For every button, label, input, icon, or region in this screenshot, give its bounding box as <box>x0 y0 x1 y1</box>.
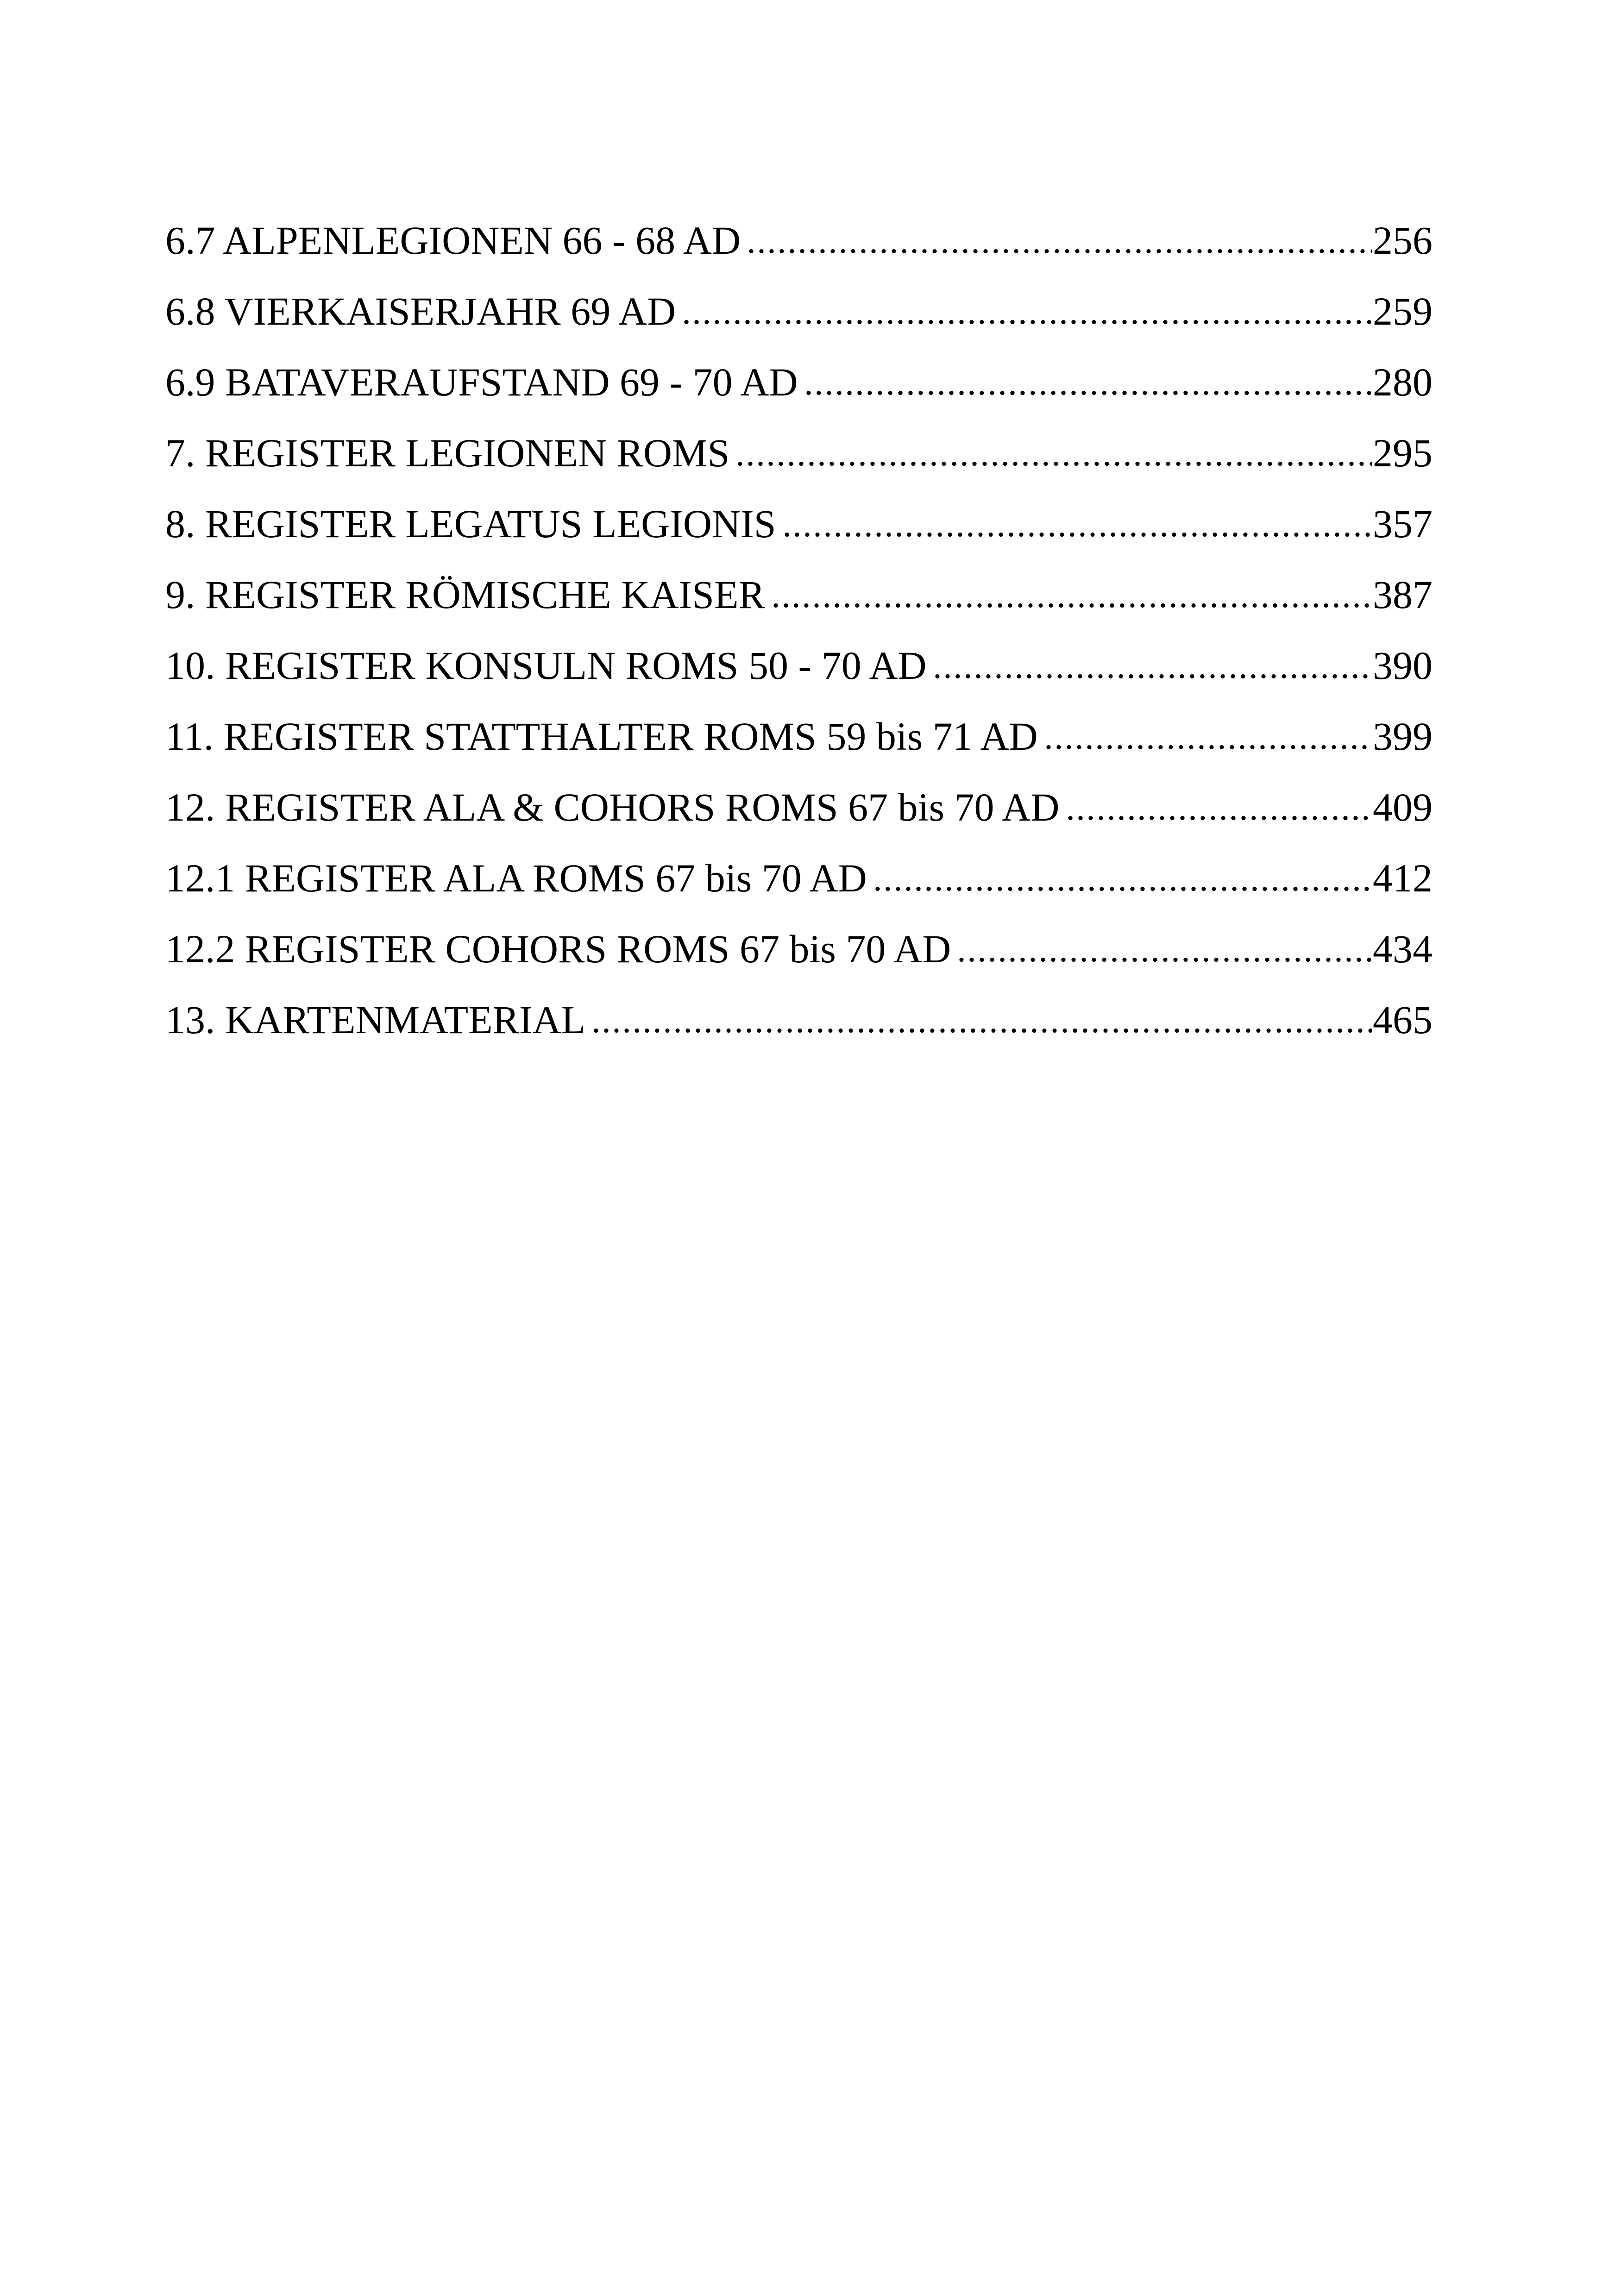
toc-entry <box>165 489 1433 559</box>
toc-entry <box>165 630 1433 701</box>
toc-entry <box>165 843 1433 914</box>
toc-leader-dots <box>591 1028 1372 1033</box>
toc-entry-title: 7. REGISTER LEGIONEN ROMS <box>165 431 730 475</box>
toc-leader-dots <box>1043 745 1372 750</box>
toc-entry-page-number: 357 <box>1373 502 1433 546</box>
toc-entry-title: 6.9 BATAVERAUFSTAND 69 - 70 AD <box>165 360 798 404</box>
toc-entry-title: 12.1 REGISTER ALA ROMS 67 bis 70 AD <box>165 856 867 900</box>
toc-entry-page-number: 399 <box>1373 714 1433 759</box>
toc-entry-title: 10. REGISTER KONSULN ROMS 50 - 70 AD <box>165 643 927 688</box>
toc-leader-dots <box>956 957 1372 962</box>
toc-entry-page-number: 280 <box>1373 360 1433 404</box>
toc-leader-dots <box>771 603 1372 608</box>
toc-leader-dots <box>873 886 1372 891</box>
toc-entry-title: 6.7 ALPENLEGIONEN 66 - 68 AD <box>165 218 741 263</box>
toc-entry-title: 6.8 VIERKAISERJAHR 69 AD <box>165 289 676 333</box>
toc-entry-title: 9. REGISTER RÖMISCHE KAISER <box>165 572 765 617</box>
toc-entry-page-number: 409 <box>1373 785 1433 829</box>
toc-entry-page-number: 465 <box>1373 997 1433 1042</box>
toc-entry <box>165 985 1433 1055</box>
toc-entry-page-number: 259 <box>1373 289 1433 333</box>
toc-leader-dots <box>746 249 1372 254</box>
toc-list <box>165 205 1433 1055</box>
toc-entry-title: 11. REGISTER STATTHALTER ROMS 59 bis 71 AD <box>165 714 1038 759</box>
toc-entry-title: 8. REGISTER LEGATUS LEGIONIS <box>165 502 776 546</box>
toc-entry-title: 12. REGISTER ALA & COHORS ROMS 67 bis 70 AD <box>165 785 1060 829</box>
toc-entry-page-number: 387 <box>1373 572 1433 617</box>
toc-entry-page-number: 256 <box>1373 218 1433 263</box>
toc-entry-page-number: 434 <box>1373 927 1433 971</box>
toc-entry-title: 12.2 REGISTER COHORS ROMS 67 bis 70 AD <box>165 927 951 971</box>
toc-entry-page-number: 412 <box>1373 856 1433 900</box>
toc-leader-dots <box>681 320 1372 325</box>
toc-entry <box>165 559 1433 630</box>
toc-entry <box>165 772 1433 843</box>
toc-entry <box>165 914 1433 985</box>
toc-entry <box>165 347 1433 418</box>
toc-leader-dots <box>932 674 1372 679</box>
toc-leader-dots <box>782 532 1372 537</box>
toc-leader-dots <box>804 390 1372 395</box>
toc-entry-page-number: 295 <box>1373 431 1433 475</box>
toc-entry-page-number: 390 <box>1373 643 1433 688</box>
toc-entry <box>165 205 1433 276</box>
toc-entry <box>165 418 1433 489</box>
toc-leader-dots <box>1065 816 1372 821</box>
toc-entry <box>165 701 1433 772</box>
toc-entry-title: 13. KARTENMATERIAL <box>165 997 586 1042</box>
toc-entry <box>165 276 1433 347</box>
toc-leader-dots <box>735 461 1372 466</box>
